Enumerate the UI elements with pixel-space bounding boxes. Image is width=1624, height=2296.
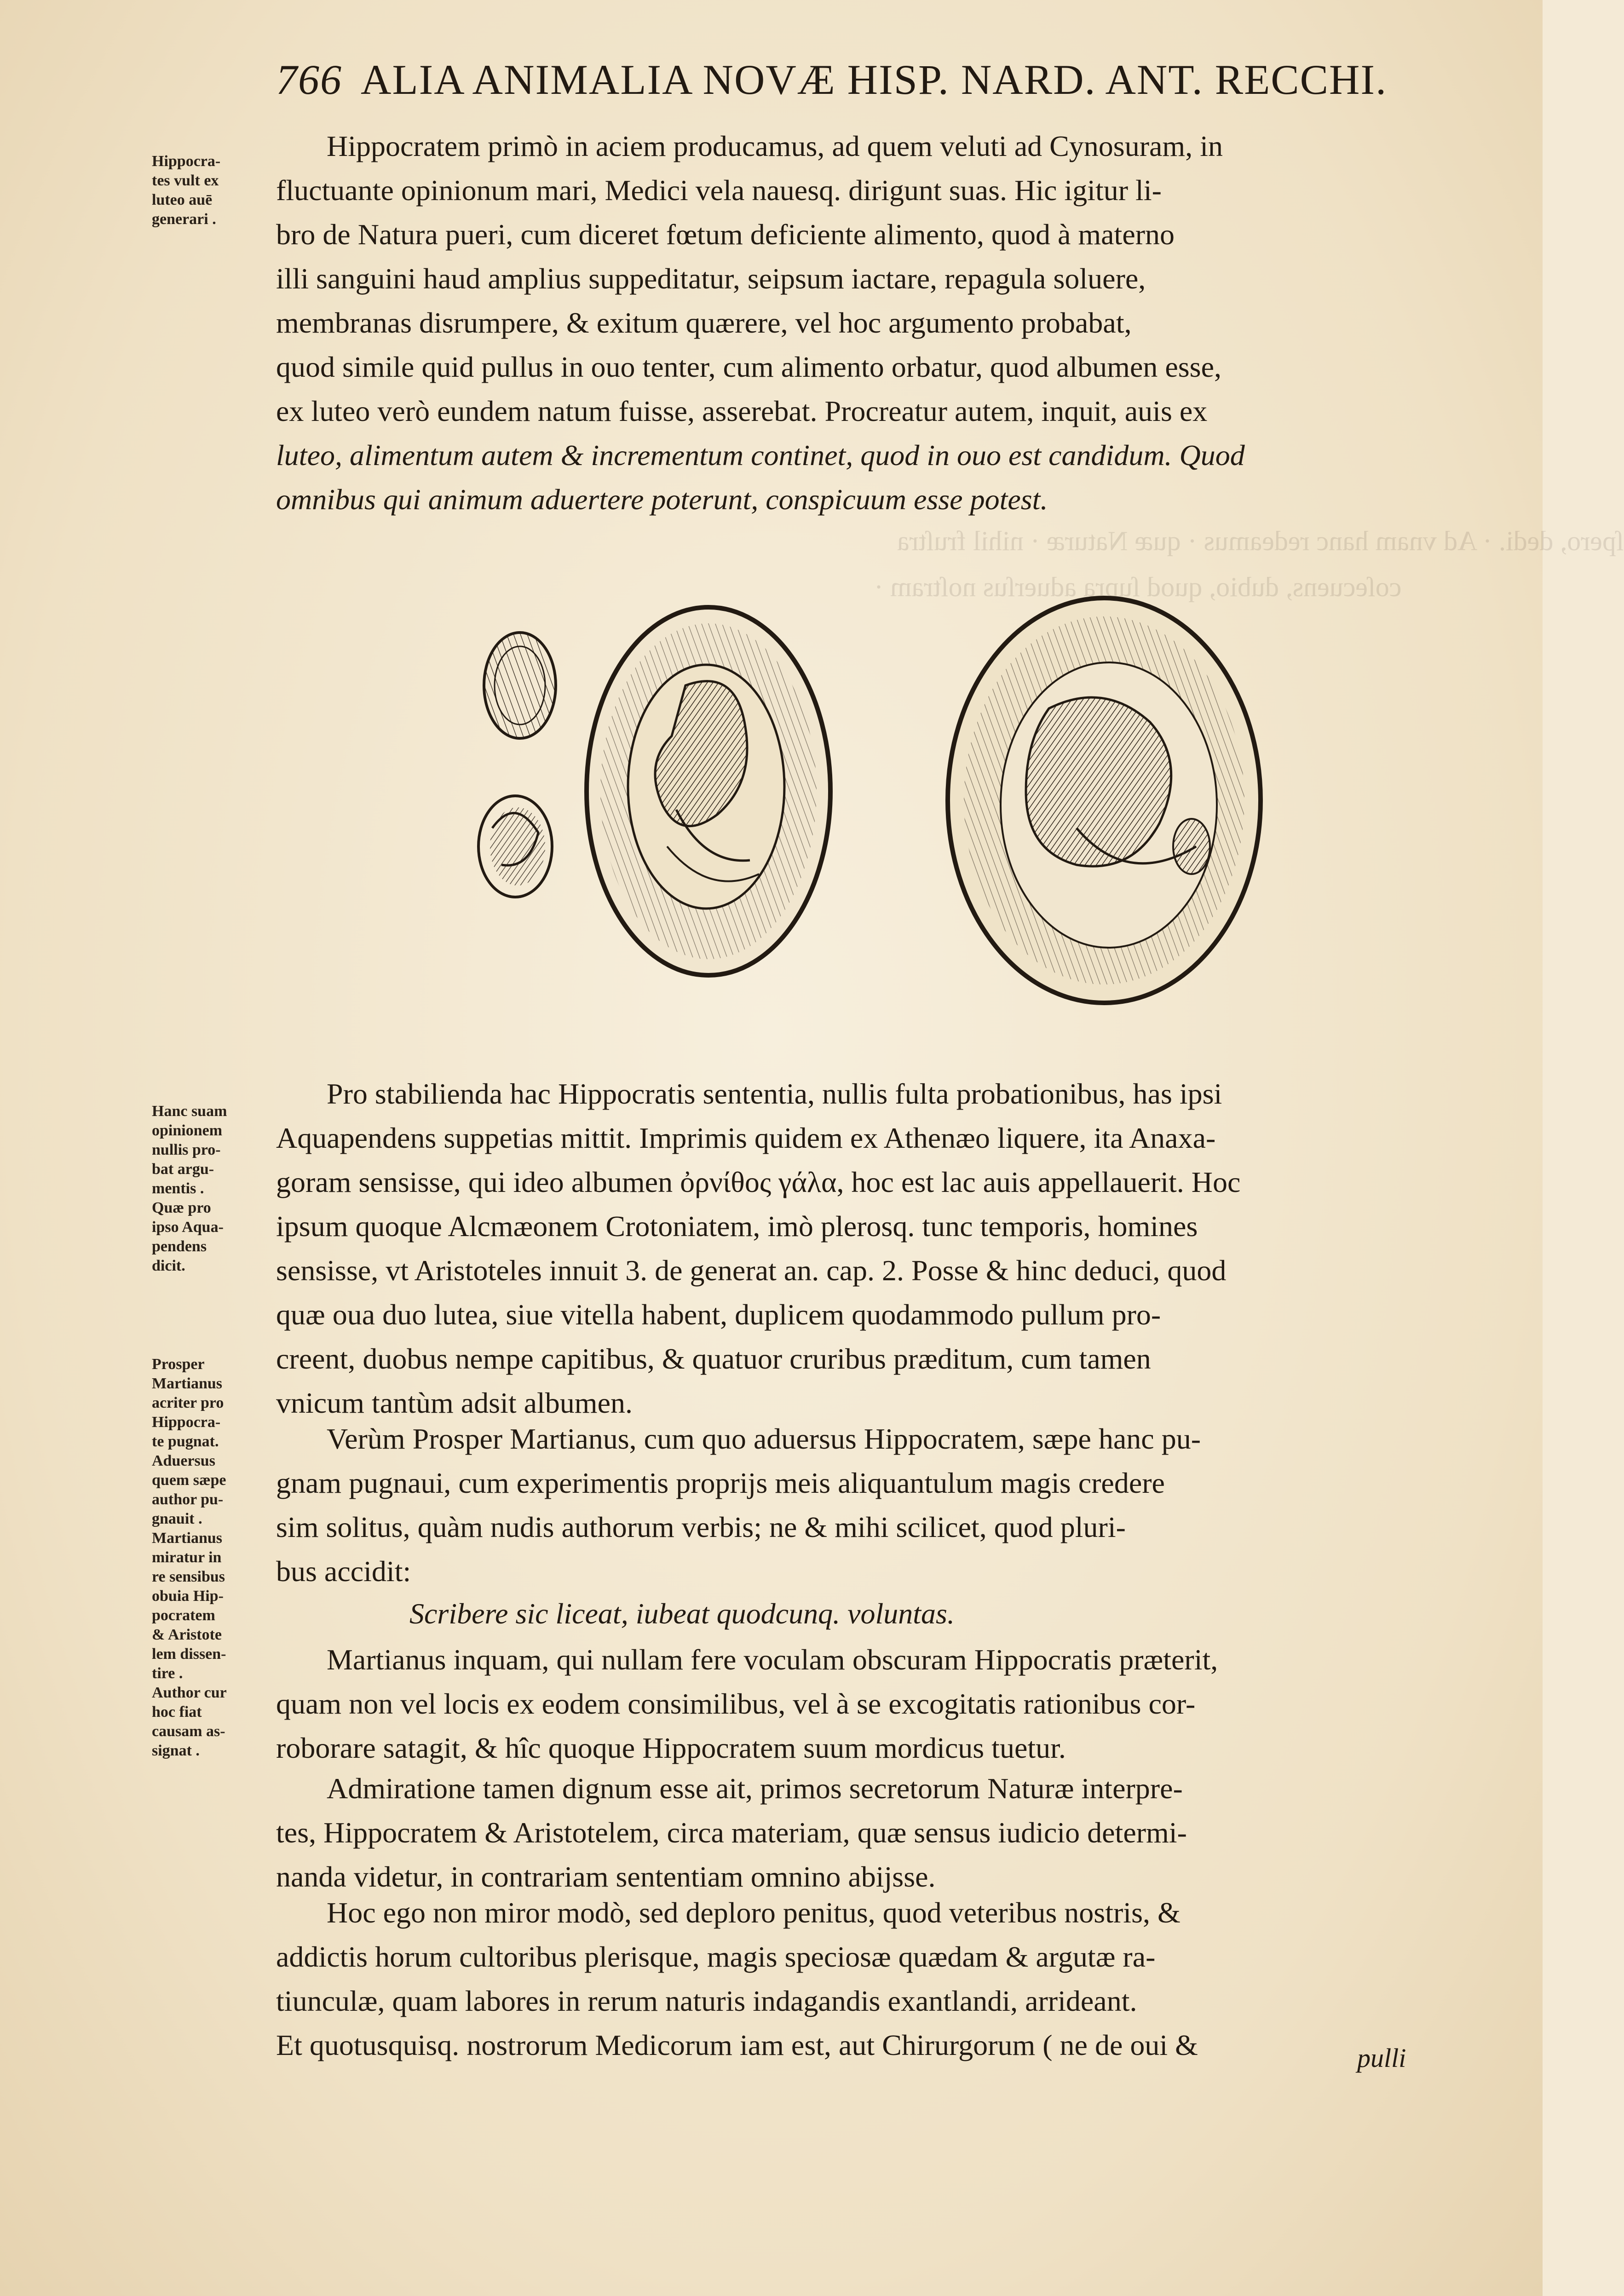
running-title: ALIA ANIMALIA NOVÆ HISP. NARD. ANT. RECCHI. (361, 56, 1388, 103)
margin-note-line: miratur in (152, 1549, 222, 1566)
paragraph-6 (276, 1891, 1454, 2067)
verse-line: Scribere sic liceat, iubeat quodcunq. voluntas. (409, 1597, 955, 1630)
text-line: illi sanguini haud amplius suppeditatur, seipsum iactare, repagula soluere, (276, 262, 1146, 295)
text-line: omnibus qui animum aduertere poterunt, conspicuum esse potest. (276, 483, 1048, 516)
margin-note-line: gnauit . (152, 1510, 202, 1527)
text-line: quæ oua duo lutea, siue vitella habent, duplicem quodammodo pullum pro- (276, 1298, 1161, 1331)
text-line: nanda videtur, in contrariam sententiam omnino abijsse. (276, 1860, 936, 1893)
margin-note-line: ipso Aqua- (152, 1219, 224, 1236)
text-line: Admiratione tamen dignum esse ait, primos secretorum Naturæ interpre- (327, 1772, 1183, 1805)
text-line: bus accidit: (276, 1555, 411, 1588)
running-header (276, 55, 1454, 120)
verse-quotation (276, 1592, 1454, 1636)
text-line: gnam pugnaui, cum experimentis proprijs meis aliquantulum magis credere (276, 1467, 1165, 1499)
margin-note-line: dicit. (152, 1257, 185, 1274)
margin-note-line: Quæ pro (152, 1199, 211, 1216)
margin-note-line: pendens (152, 1238, 207, 1255)
margin-note-1 (152, 152, 267, 229)
text-line: creent, duobus nempe capitibus, & quatuor cruribus præditum, cum tamen (276, 1342, 1151, 1375)
paragraph-5 (276, 1767, 1454, 1899)
catchword: pulli (1357, 2043, 1406, 2073)
margin-note-3 (152, 1355, 267, 1761)
text-line: luteo, alimentum autem & incrementum continet, quod in ouo est candidum. Quod (276, 439, 1245, 472)
show-through-text: coſecuens, dubio, quod ſupra aduerſus noſtram · (874, 572, 1402, 602)
margin-note-line: tire . (152, 1665, 183, 1682)
large-egg-figure (948, 598, 1261, 1003)
small-embryo-figure (478, 796, 552, 897)
margin-note-line: Hanc suam (152, 1103, 227, 1120)
text-line: ipsum quoque Alcmæonem Crotoniatem, imò plerosq. tunc temporis, homines (276, 1210, 1198, 1243)
margin-note-line: opinionem (152, 1122, 223, 1139)
margin-note-line: acriter pro (152, 1394, 224, 1411)
margin-note-line: author pu- (152, 1491, 224, 1508)
text-line: goram sensisse, qui ideo albumen ὀρνίθος γάλα, hoc est lac auis appellauerit. Hoc (276, 1166, 1241, 1198)
embryo-woodcut-figure (469, 589, 1297, 1030)
middle-egg-figure (587, 607, 830, 975)
margin-note-line: pocratem (152, 1607, 215, 1624)
margin-note-line: signat . (152, 1742, 200, 1759)
margin-note-2 (152, 1102, 267, 1276)
text-line: roborare satagit, & hîc quoque Hippocratem suum mordicus tuetur. (276, 1732, 1066, 1764)
margin-note-line: & Aristote (152, 1626, 222, 1643)
margin-note-line: luteo auē (152, 191, 213, 208)
text-line: vnicum tantùm adsit albumen. (276, 1387, 633, 1419)
margin-note-line: Author cur (152, 1684, 227, 1701)
margin-note-line: re sensibus (152, 1568, 225, 1585)
text-line: Aquapendens suppetias mittit. Imprimis quidem ex Athenæo liquere, ita Anaxa- (276, 1122, 1216, 1154)
margin-note-line: Martianus (152, 1375, 222, 1392)
show-through-text: ſpero, dedi. · Ad vnam hanc redeamus · quæ Naturæ · nihil fruſtra (897, 526, 1624, 556)
page-number: 766 (276, 56, 342, 103)
margin-note-line: lem dissen- (152, 1646, 226, 1663)
text-line: fluctuante opinionum mari, Medici vela nauesq. dirigunt suas. Hic igitur li- (276, 174, 1162, 207)
yolk-figure (484, 633, 556, 738)
text-line: Hippocratem primò in aciem producamus, ad quem veluti ad Cynosuram, in (327, 130, 1223, 162)
text-line: tiunculæ, quam labores in rerum naturis indagandis exantlandi, arrideant. (276, 1985, 1137, 2017)
margin-note-line: nullis pro- (152, 1141, 221, 1158)
text-line: quod simile quid pullus in ouo tenter, cum alimento orbatur, quod albumen esse, (276, 351, 1221, 383)
margin-note-line: mentis . (152, 1180, 204, 1197)
text-line: Verùm Prosper Martianus, cum quo aduersus Hippocratem, sæpe hanc pu- (327, 1422, 1201, 1455)
text-line: sensisse, vt Aristoteles innuit 3. de generat an. cap. 2. Posse & hinc deduci, quod (276, 1254, 1227, 1287)
paragraph-3 (276, 1417, 1454, 1594)
margin-note-line: tes vult ex (152, 172, 219, 189)
margin-note-line: obuia Hip- (152, 1588, 224, 1605)
margin-note-line: te pugnat. (152, 1433, 219, 1450)
text-line: addictis horum cultoribus plerisque, magis speciosæ quædam & argutæ ra- (276, 1940, 1156, 1973)
margin-note-line: Hippocra- (152, 1414, 221, 1431)
text-line: Pro stabilienda hac Hippocratis sententia, nullis fulta probationibus, has ipsi (327, 1077, 1222, 1110)
margin-note-line: Aduersus (152, 1452, 215, 1469)
margin-note-line: hoc fiat (152, 1703, 202, 1721)
paragraph-4 (276, 1638, 1454, 1770)
text-line: quam non vel locis ex eodem consimilibus, vel à se excogitatis rationibus cor- (276, 1687, 1196, 1720)
paragraph-1 (276, 124, 1454, 522)
text-line: sim solitus, quàm nudis authorum verbis; ne & mihi scilicet, quod pluri- (276, 1511, 1126, 1543)
paragraph-2 (276, 1072, 1454, 1425)
margin-note-line: bat argu- (152, 1161, 214, 1178)
text-line: membranas disrumpere, & exitum quærere, vel hoc argumento probabat, (276, 306, 1132, 339)
margin-note-line: Martianus (152, 1530, 222, 1547)
text-line: Martianus inquam, qui nullam fere voculam obscuram Hippocratis præterit, (327, 1643, 1218, 1676)
margin-note-line: Hippocra- (152, 153, 221, 170)
text-line: Et quotusquisq. nostrorum Medicorum iam est, aut Chirurgorum ( ne de oui & (276, 2029, 1198, 2061)
margin-note-line: Prosper (152, 1356, 205, 1373)
text-line: Hoc ego non miror modò, sed deploro penitus, quod veteribus nostris, & (327, 1896, 1181, 1929)
text-line: tes, Hippocratem & Aristotelem, circa materiam, quæ sensus iudicio determi- (276, 1816, 1187, 1849)
margin-note-line: causam as- (152, 1723, 225, 1740)
margin-note-line: generari . (152, 211, 216, 228)
text-line: ex luteo verò eundem natum fuisse, asserebat. Procreatur autem, inquit, auis ex (276, 395, 1208, 427)
margin-note-line: quem sæpe (152, 1472, 226, 1489)
text-line: bro de Natura pueri, cum diceret fœtum deficiente alimento, quod à materno (276, 218, 1175, 251)
